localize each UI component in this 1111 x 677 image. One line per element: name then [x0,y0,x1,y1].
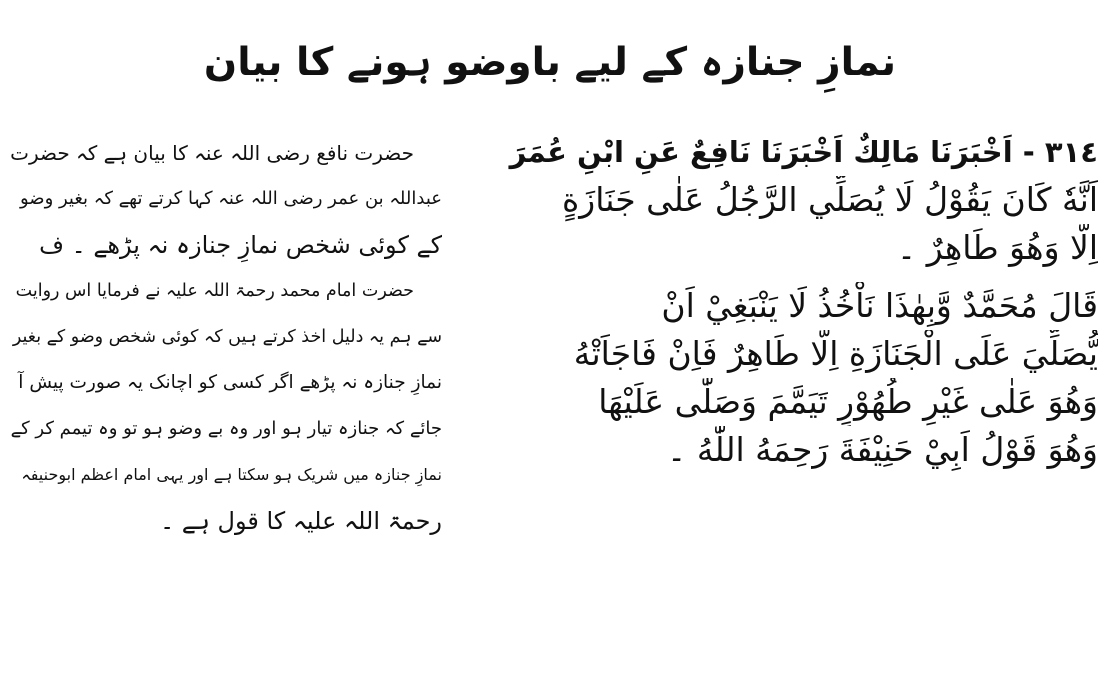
urdu-line-6: نمازِ جنازہ نہ پڑھے اگر کسی کو اچانک یہ صورت پیش آ [18,372,442,393]
arabic-line-1: ٣١٤ - اَخْبَرَنَا مَالِكٌ اَخْبَرَنَا نَافِعٌ عَنِ ابْنِ عُمَرَ [509,135,1098,169]
arabic-line-3: اِلَّا وَهُوَ طَاهِرٌ ۔ [896,228,1098,267]
urdu-line-8: نمازِ جنازہ میں شریک ہو سکتا ہے اور یہی امام اعظم ابوحنیفہ [21,465,442,484]
arabic-line-4: قَالَ مُحَمَّدٌ وَّبِهٰذَا نَاْخُذُ لَا يَنْبَغِيْ اَنْ [661,286,1098,325]
urdu-line-5: سے ہم یہ دلیل اخذ کرتے ہیں کہ کوئی شخص وضو کے بغیر [12,327,442,347]
urdu-translation-column [10,130,442,544]
arabic-line-5: يُّصَلِّيَ عَلَى الْجَنَازَةِ اِلَّا طَاهِرٌ فَاِنْ فَاجَاَتْهُ [573,334,1098,373]
urdu-line-2: عبداللہ بن عمر رضی اللہ عنہ کہا کرتے تھے کہ بغیر وضو [20,188,442,209]
urdu-line-9: رحمۃ اللہ علیہ کا قول ہے ۔ [160,507,442,535]
urdu-line-7: جائے کہ جنازہ تیار ہو اور وہ بے وضو ہو تو وہ تیمم کر کے [10,418,442,439]
arabic-line-2: اَنَّهٗ كَانَ يَقُوْلُ لَا يُصَلِّي الرَّجُلُ عَلٰى جَنَازَةٍ [561,180,1098,219]
page-title: نمازِ جنازہ کے لیے باوضو ہونے کا بیان [203,40,897,85]
arabic-line-6: وَهُوَ عَلٰى غَيْرِ طُهُوْرٍ تَيَمَّمَ وَصَلّٰى عَلَيْهَا [598,382,1098,421]
urdu-line-1: حضرت نافع رضی اللہ عنہ کا بیان ہے کہ حضرت [10,141,414,165]
arabic-text-column [508,128,1098,474]
urdu-line-4: حضرت امام محمد رحمۃ اللہ علیہ نے فرمایا اس روایت [15,281,414,301]
arabic-line-7: وَهُوَ قَوْلُ اَبِيْ حَنِيْفَةَ رَحِمَهُ اللّٰهُ ۔ [667,430,1098,469]
urdu-line-3: کے کوئی شخص نمازِ جنازہ نہ پڑھے ۔ ف [39,231,442,259]
